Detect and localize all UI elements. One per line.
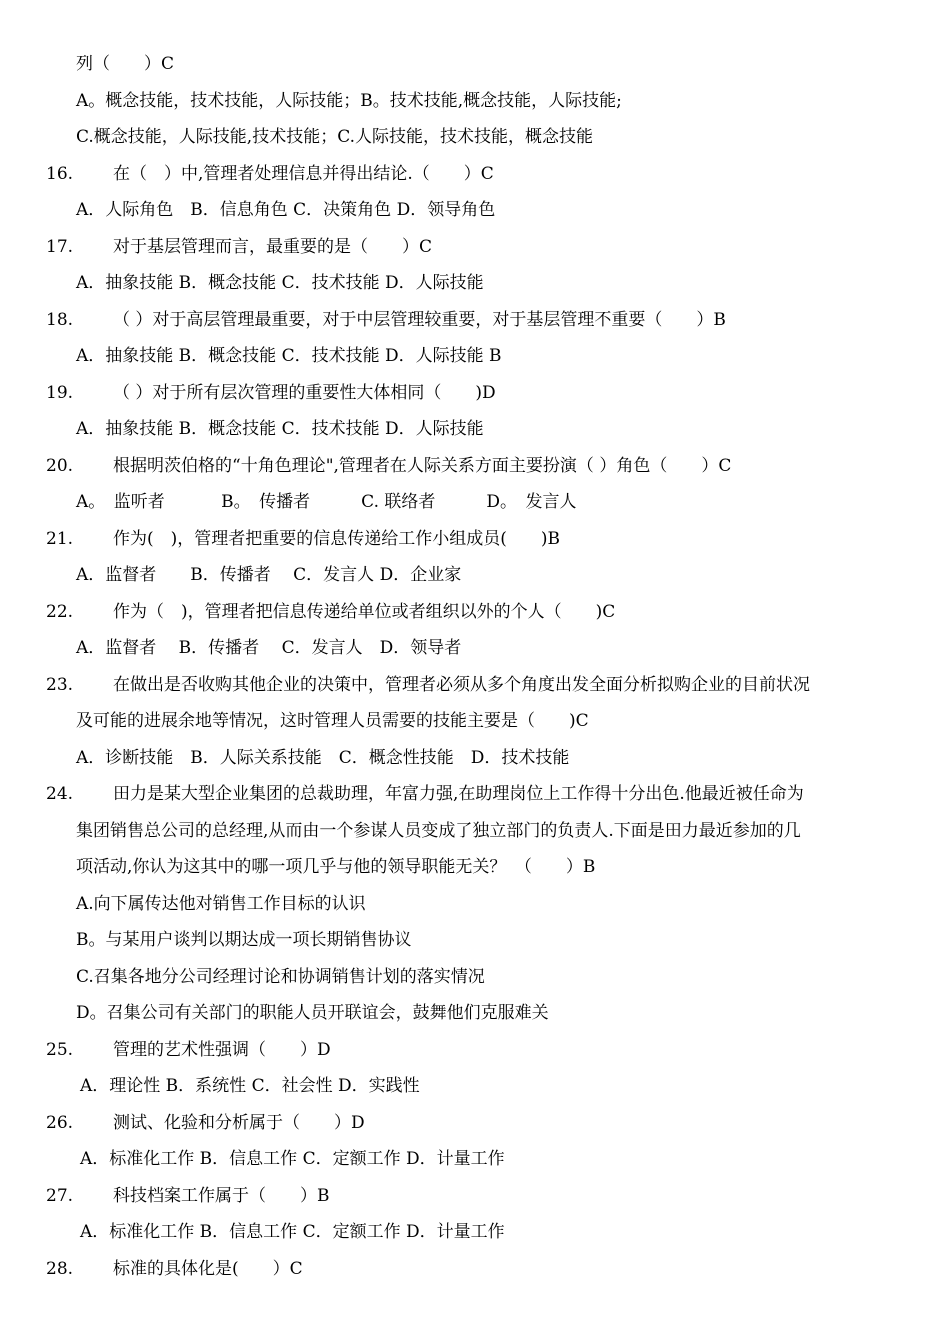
answer-options: D。召集公司有关部门的职能人员开联谊会，鼓舞他们克服难关 bbox=[76, 1003, 549, 1023]
question-number: 23. bbox=[46, 674, 74, 695]
question-line bbox=[0, 1181, 950, 1211]
answer-options-line bbox=[0, 1217, 950, 1247]
answer-options-line bbox=[0, 998, 950, 1028]
answer-options-line bbox=[0, 889, 950, 919]
answer-options: A．抽象技能 B．概念技能 C．技术技能 D．人际技能 bbox=[76, 419, 484, 439]
question-line bbox=[0, 597, 950, 627]
question-number: 24. bbox=[46, 784, 74, 804]
answer-options: A．标准化工作 B．信息工作 C．定额工作 D．计量工作 bbox=[80, 1149, 505, 1169]
answer-options: A．理论性 B．系统性 C．社会性 D．实践性 bbox=[80, 1076, 420, 1096]
question-continuation-line bbox=[0, 706, 950, 736]
question-number: 21. bbox=[46, 528, 74, 549]
question-text-continued: 项活动,你认为这其中的哪一项几乎与他的领导职能无关？ （ ）B bbox=[76, 857, 596, 877]
question-text-continued: 列（ ）C bbox=[76, 54, 175, 74]
question-line bbox=[0, 1035, 950, 1065]
question-number: 25. bbox=[46, 1039, 74, 1060]
answer-options-line bbox=[0, 195, 950, 225]
answer-options-line bbox=[0, 560, 950, 590]
answer-options-line bbox=[0, 341, 950, 371]
question-text: 作为( )，管理者把重要的信息传递给工作小组成员( )B bbox=[113, 528, 561, 549]
question-text: 标准的具体化是( ）C bbox=[113, 1258, 303, 1279]
question-line bbox=[0, 159, 950, 189]
answer-options: A。 监听者 B。 传播者 C. 联络者 D。 发言人 bbox=[76, 492, 577, 512]
answer-options: A．监督者 B．传播者 C．发言人 D．领导者 bbox=[76, 638, 462, 658]
answer-options-line bbox=[0, 1071, 950, 1101]
question-continuation-line bbox=[0, 49, 950, 79]
answer-options-line bbox=[0, 487, 950, 517]
question-continuation-line bbox=[0, 852, 950, 882]
question-text: 作为（ )，管理者把信息传递给单位或者组织以外的个人（ )C bbox=[113, 601, 616, 622]
answer-options: A．抽象技能 B．概念技能 C．技术技能 D．人际技能 B bbox=[76, 346, 502, 366]
question-number: 19. bbox=[46, 382, 74, 403]
answer-options-line bbox=[0, 122, 950, 152]
question-number: 27. bbox=[46, 1185, 74, 1206]
answer-options: A。概念技能，技术技能，人际技能；B。技术技能,概念技能，人际技能; bbox=[76, 90, 622, 111]
question-line bbox=[0, 378, 950, 408]
question-text-continued: 集团销售总公司的总经理,从而由一个参谋人员变成了独立部门的负责人.下面是田力最近参加的几 bbox=[76, 820, 801, 841]
question-number: 20. bbox=[46, 455, 74, 476]
question-number: 18. bbox=[46, 309, 74, 330]
question-number: 22. bbox=[46, 601, 74, 622]
answer-options: A．诊断技能 B．人际关系技能 C．概念性技能 D．技术技能 bbox=[76, 747, 570, 768]
answer-options: C.概念技能，人际技能,技术技能；C.人际技能，技术技能，概念技能 bbox=[76, 127, 594, 147]
question-text: 测试、化验和分析属于（ ）D bbox=[113, 1112, 365, 1133]
question-text: 根据明茨伯格的“十角色理论",管理者在人际关系方面主要扮演（ ）角色（ ）C bbox=[113, 455, 732, 476]
answer-options: A．抽象技能 B．概念技能 C．技术技能 D．人际技能 bbox=[76, 273, 484, 293]
answer-options: A．人际角色 B．信息角色 C．决策角色 D．领导角色 bbox=[76, 200, 496, 220]
answer-options-line bbox=[0, 743, 950, 773]
answer-options-line bbox=[0, 962, 950, 992]
question-number: 26. bbox=[46, 1112, 74, 1133]
question-line bbox=[0, 1108, 950, 1138]
question-text: 对于基层管理而言，最重要的是（ ）C bbox=[113, 236, 433, 257]
answer-options: A．标准化工作 B．信息工作 C．定额工作 D．计量工作 bbox=[80, 1222, 505, 1242]
answer-options-line bbox=[0, 925, 950, 955]
answer-options-line bbox=[0, 86, 950, 116]
question-line bbox=[0, 451, 950, 481]
question-line bbox=[0, 524, 950, 554]
answer-options: B。与某用户谈判以期达成一项长期销售协议 bbox=[76, 930, 412, 950]
question-number: 17. bbox=[46, 236, 74, 257]
question-line bbox=[0, 232, 950, 262]
question-line bbox=[0, 670, 950, 700]
answer-options-line bbox=[0, 414, 950, 444]
question-text-continued: 及可能的进展余地等情况，这时管理人员需要的技能主要是（ )C bbox=[76, 711, 589, 731]
question-text: 在做出是否收购其他企业的决策中，管理者必须从多个角度出发全面分析拟购企业的目前状况 bbox=[113, 674, 810, 695]
answer-options-line bbox=[0, 1144, 950, 1174]
answer-options-line bbox=[0, 633, 950, 663]
question-text: 管理的艺术性强调（ ）D bbox=[113, 1039, 331, 1060]
question-text: 科技档案工作属于（ ）B bbox=[113, 1185, 330, 1206]
question-text: 田力是某大型企业集团的总裁助理，年富力强,在助理岗位上工作得十分出色.他最近被任命为 bbox=[113, 784, 804, 804]
question-number: 28. bbox=[46, 1258, 74, 1279]
question-line bbox=[0, 305, 950, 335]
question-number: 16. bbox=[46, 163, 74, 184]
question-text: （ ）对于所有层次管理的重要性大体相同（ )D bbox=[113, 382, 496, 403]
question-continuation-line bbox=[0, 816, 950, 846]
question-line bbox=[0, 1254, 950, 1284]
answer-options: C.召集各地分公司经理讨论和协调销售计划的落实情况 bbox=[76, 966, 485, 987]
question-text: 在（ ）中,管理者处理信息并得出结论.（ ）C bbox=[113, 163, 494, 184]
question-text: （ ）对于高层管理最重要，对于中层管理较重要，对于基层管理不重要（ ）B bbox=[113, 309, 726, 330]
answer-options-line bbox=[0, 268, 950, 298]
answer-options: A．监督者 B．传播者 C．发言人 D．企业家 bbox=[76, 565, 462, 585]
answer-options: A.向下属传达他对销售工作目标的认识 bbox=[76, 893, 366, 914]
question-line bbox=[0, 779, 950, 809]
